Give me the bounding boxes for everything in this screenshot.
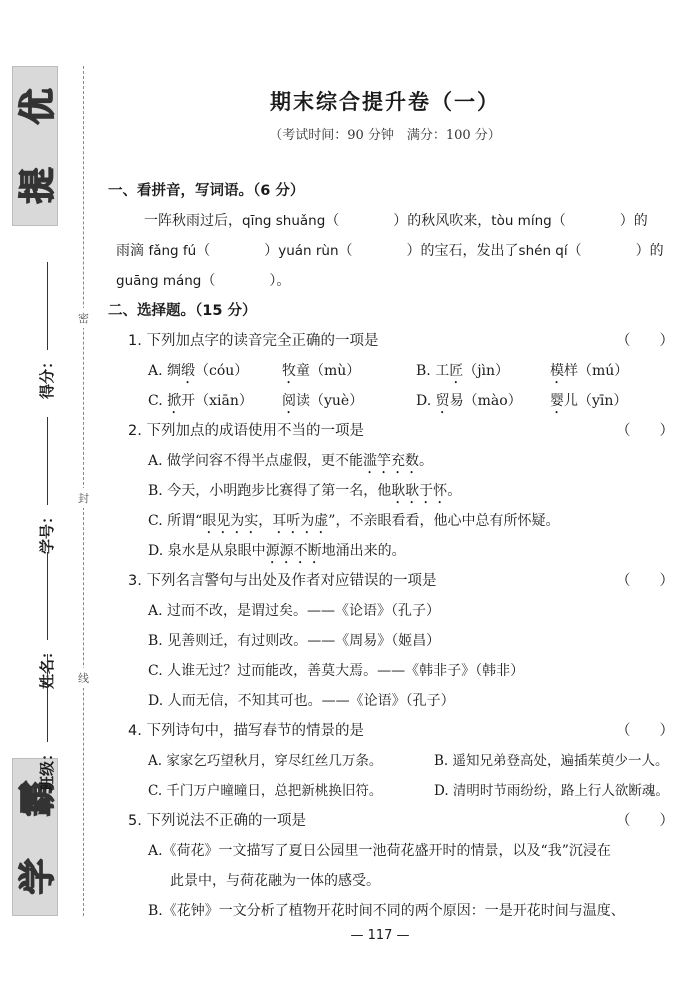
option-c2: 阅读（yuè） xyxy=(282,393,364,409)
student-id-label: 学号： xyxy=(36,417,57,554)
exam-content xyxy=(108,176,680,926)
question-3-stem: 3. 下列名言警句与出处及作者对应错误的一项是 （ ） xyxy=(108,566,680,596)
seal-char-feng: 封 xyxy=(78,488,89,508)
option-d: D. 贸易（mào） xyxy=(416,393,522,409)
question-4-options-row2 xyxy=(108,776,680,806)
question-2-option-d: D. 泉水是从泉眼中源源不断地涌出来的。 xyxy=(148,543,406,559)
option-b2: 模样（mú） xyxy=(550,363,629,379)
binding-margin xyxy=(0,0,100,982)
question-1-options-row1 xyxy=(108,356,680,386)
question-2-option-c: C. 所谓“眼见为实，耳听为虚”，不亲眼看看，他心中总有所怀疑。 xyxy=(148,513,560,529)
page-title: 期末综合提升卷（一） xyxy=(270,90,500,114)
question-5-option-b: B.《花钟》一文分析了植物开花时间不同的两个原因：一是开花时间与温度、 xyxy=(148,903,625,919)
pinyin-paragraph-line3: guāng máng（ ）。 xyxy=(116,273,291,289)
option-d: D. 清明时节雨纷纷，路上行人欲断魂。 xyxy=(434,783,669,799)
question-3-option-c: C. 人谁无过？过而能改，善莫大焉。——《韩非子》（韩非） xyxy=(148,663,525,679)
answer-blank[interactable]: （ ） xyxy=(551,213,634,229)
seal-char-mi: 密 xyxy=(78,308,89,328)
badge-char: 提 xyxy=(17,167,59,204)
option-a: A. 家家乞巧望秋月，穿尽红丝几万条。 xyxy=(148,753,383,769)
answer-blank[interactable]: （ ） xyxy=(325,213,408,229)
question-2-stem: 2. 下列加点的成语使用不当的一项是 （ ） xyxy=(108,416,680,446)
question-3-option-b: B. 见善则迁，有过则改。——《周易》（姬昌） xyxy=(148,633,441,649)
section-2-heading: 二、选择题。（15 分） xyxy=(108,303,257,319)
answer-blank[interactable]: （ ） xyxy=(196,243,279,259)
answer-blank[interactable]: （ ） xyxy=(567,243,650,259)
pinyin-paragraph-line2: 雨滴 fǎng fú（ ）yuán rùn（ ）的宝石，发出了shén qí（ ）的 xyxy=(116,243,664,259)
option-b: B. 遥知兄弟登高处，遍插茱萸少一人。 xyxy=(434,753,669,769)
option-c: C. 千门万户曈曈日，总把新桃换旧符。 xyxy=(148,783,383,799)
question-4-stem: 4. 下列诗句中，描写春节的情景的是 （ ） xyxy=(108,716,680,746)
class-label: 班级： xyxy=(36,654,57,791)
question-5-option-a: A.《荷花》一文描写了夏日公园里一池荷花盛开时的情景，以及“我”沉浸在 此景中，与荷花融为一体的感受。 xyxy=(148,843,611,889)
option-d2: 婴儿（yīn） xyxy=(550,393,628,409)
pinyin-paragraph: 一阵秋雨过后，qīng shuǎng（ ）的秋风吹来，tòu míng（ ）的 xyxy=(144,213,648,229)
answer-paren[interactable]: （ ） xyxy=(616,333,674,349)
exam-info: （考试时间：90 分钟 满分：100 分） xyxy=(269,128,501,143)
question-5-stem: 5. 下列说法不正确的一项是 （ ） xyxy=(108,806,680,836)
option-a2: 牧童（mù） xyxy=(282,363,361,379)
question-1-options-row2 xyxy=(108,386,680,416)
student-name-label: 姓名： xyxy=(36,552,57,689)
question-2-option-b: B. 今天，小明跑步比赛得了第一名，他耿耿于怀。 xyxy=(148,483,462,499)
question-1-stem: 1. 下列加点字的读音完全正确的一项是 （ ） xyxy=(108,326,680,356)
answer-paren[interactable]: （ ） xyxy=(616,723,674,739)
seal-char-xian: 线 xyxy=(78,668,89,688)
option-c: C. 掀开（xiān） xyxy=(148,393,253,409)
question-2-option-a: A. 做学问容不得半点虚假，更不能滥竽充数。 xyxy=(148,453,434,469)
badge-char: 优 xyxy=(17,88,59,125)
score-label: 得分： xyxy=(36,262,57,399)
page-number: — 117 — xyxy=(350,928,410,943)
answer-paren[interactable]: （ ） xyxy=(616,813,674,829)
question-3-option-d: D. 人而无信，不知其可也。——《论语》（孔子） xyxy=(148,693,455,709)
question-4-options-row1 xyxy=(108,746,680,776)
section-1-heading: 一、看拼音，写词语。（6 分） xyxy=(108,183,305,199)
answer-blank[interactable]: （ ） xyxy=(201,273,277,289)
answer-paren[interactable]: （ ） xyxy=(616,423,674,439)
badge-char: 霸 xyxy=(17,779,59,817)
answer-paren[interactable]: （ ） xyxy=(616,573,674,589)
question-3-option-a: A. 过而不改，是谓过矣。——《论语》（孔子） xyxy=(148,603,441,619)
option-a: A. 绸缎（cóu） xyxy=(148,363,249,379)
answer-blank[interactable]: （ ） xyxy=(338,243,421,259)
option-b: B. 工匠（jìn） xyxy=(416,363,510,379)
badge-char: 学 xyxy=(17,857,59,895)
